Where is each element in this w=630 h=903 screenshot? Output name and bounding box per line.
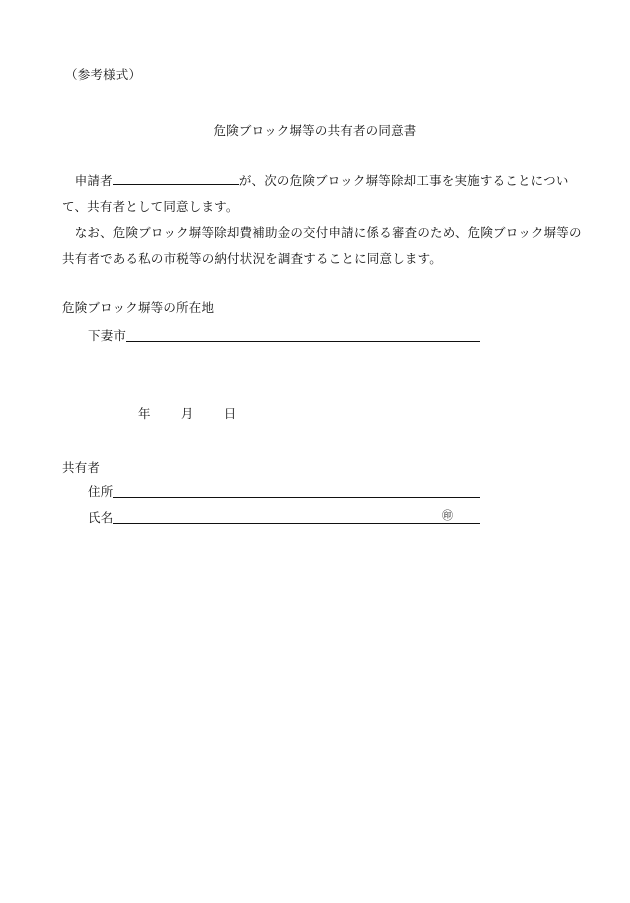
name-label: 氏名 [88,510,114,525]
city-label: 下妻市 [88,328,127,343]
day-label: 日 [223,406,237,421]
consent-paragraph [62,168,582,220]
co-owner-heading: 共有者 [62,460,101,475]
year-label: 年 [138,406,151,421]
month-label: 月 [180,406,194,421]
date-row [138,404,236,422]
co-owner-name-blank[interactable] [113,509,440,524]
tax-investigation-paragraph: なお、危険ブロック塀等除却費補助金の交付申請に係る審査のため、危険ブロック塀等の共有者である私の市税等の納付状況を調査することに同意します。 [62,225,582,266]
reference-style-label: （参考様式） [65,67,142,82]
co-owner-address-row [88,482,480,500]
seal-area [440,509,480,524]
consent-statement: が、次の危険ブロック塀等除却工事を実施することについて、共有者として同意します。 [62,173,569,214]
location-address-blank[interactable] [126,327,480,342]
applicant-name-blank[interactable] [113,170,239,185]
document-title: 危険ブロック塀等の共有者の同意書 [213,123,417,138]
address-label: 住所 [88,484,114,499]
location-heading: 危険ブロック塀等の所在地 [62,300,215,315]
co-owner-address-blank[interactable] [113,483,480,498]
applicant-label: 申請者 [62,173,113,188]
co-owner-name-row [88,508,480,526]
seal-mark-icon: ㊞ [442,509,454,522]
location-city-row [88,326,480,344]
